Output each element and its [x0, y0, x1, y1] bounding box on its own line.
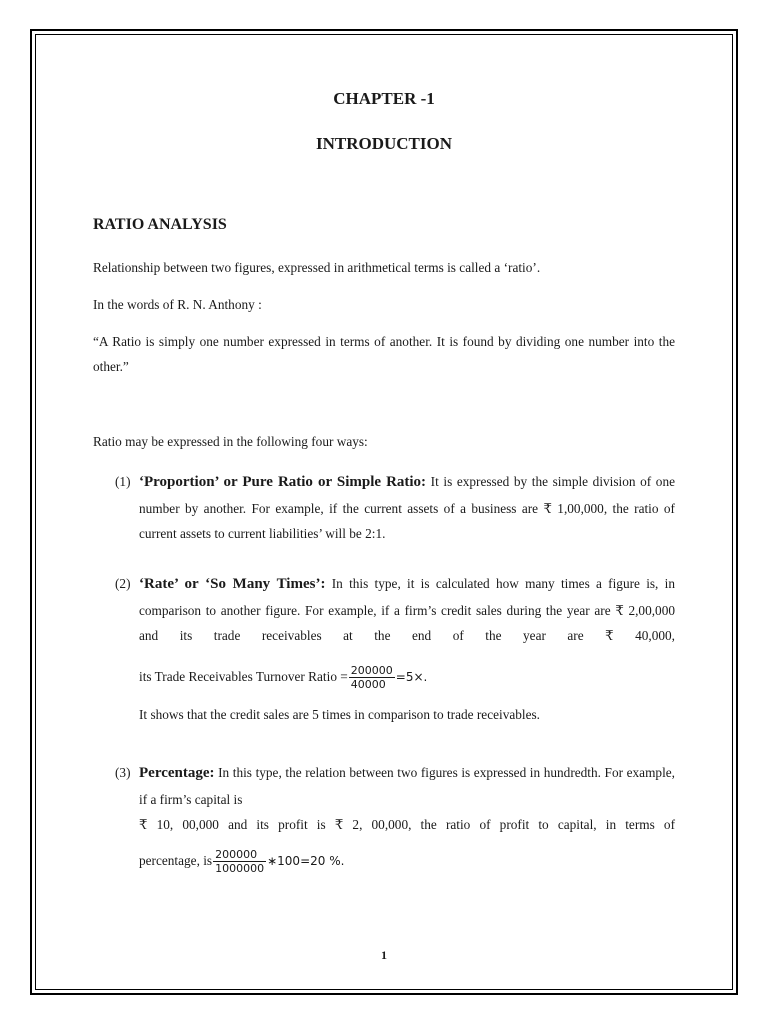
list-item [115, 571, 675, 649]
item-lead: ‘Proportion’ or Pure Ratio or Simple Ratio: [139, 474, 427, 490]
item-body [139, 571, 675, 649]
chapter-label: CHAPTER -1 [333, 89, 435, 108]
section-heading: RATIO ANALYSIS [93, 216, 227, 233]
fraction-numerator: 200000 [213, 848, 266, 862]
formula-body [139, 848, 675, 875]
formula-line [115, 664, 675, 691]
formula-suffix: =5×. [395, 670, 428, 684]
list-item [115, 760, 675, 812]
item-text: In this type, the relation between two figures is expressed in hundredth. For example, if a firm’s capital is [139, 765, 675, 807]
item-number: (3) [115, 765, 131, 780]
chapter-title: INTRODUCTION [315, 134, 453, 153]
line-body: ₹ 10, 00,000 and its profit is ₹ 2, 00,000, the ratio of profit to capital, in terms of [139, 817, 675, 832]
fraction-denominator: 40000 [350, 678, 386, 692]
item-body [139, 760, 675, 812]
item-note [115, 702, 675, 728]
list-item [115, 469, 675, 547]
formula-suffix: ∗100=20 %. [267, 854, 345, 868]
formula-body [139, 664, 675, 691]
fraction [213, 848, 266, 875]
item-lead: ‘Rate’ or ‘So Many Times’: [139, 576, 326, 592]
fraction-denominator: 1000000 [215, 862, 265, 876]
anthony-intro: In the words of R. N. Anthony : [93, 297, 262, 312]
item-number: (1) [115, 474, 131, 489]
item-lead: Percentage: [139, 765, 215, 781]
fraction-numerator: 200000 [350, 664, 393, 678]
formula-prefix: percentage, is [139, 853, 213, 868]
item-text: In this type, it is calculated how many times a figure is, in comparison to another figure. For example, if a firm’s credit sales during the year are ₹ 2,00,000 and its trade receivables at the end of the year are ₹ 40,000, [139, 576, 675, 643]
item-line [115, 812, 675, 838]
item-body [139, 469, 675, 547]
anthony-quote: “A Ratio is simply one number expressed in terms of another. It is found by dividing one number into the other.” [93, 334, 675, 374]
formula-line [115, 848, 675, 875]
formula-prefix: its Trade Receivables Turnover Ratio = [139, 669, 348, 684]
definition-paragraph: Relationship between two figures, expressed in arithmetical terms is called a ‘ratio’. [93, 260, 541, 275]
fraction [349, 664, 395, 691]
note-body: It shows that the credit sales are 5 times in comparison to trade receivables. [139, 707, 540, 722]
item-text: It is expressed by the simple division of one number by another. For example, if the current assets of a business are ₹ 1,00,000, the ratio of current assets to current liabilities’ will be 2:1. [139, 474, 675, 541]
page-number: 1 [381, 948, 387, 962]
ways-intro: Ratio may be expressed in the following four ways: [93, 434, 368, 449]
item-number: (2) [115, 576, 131, 591]
